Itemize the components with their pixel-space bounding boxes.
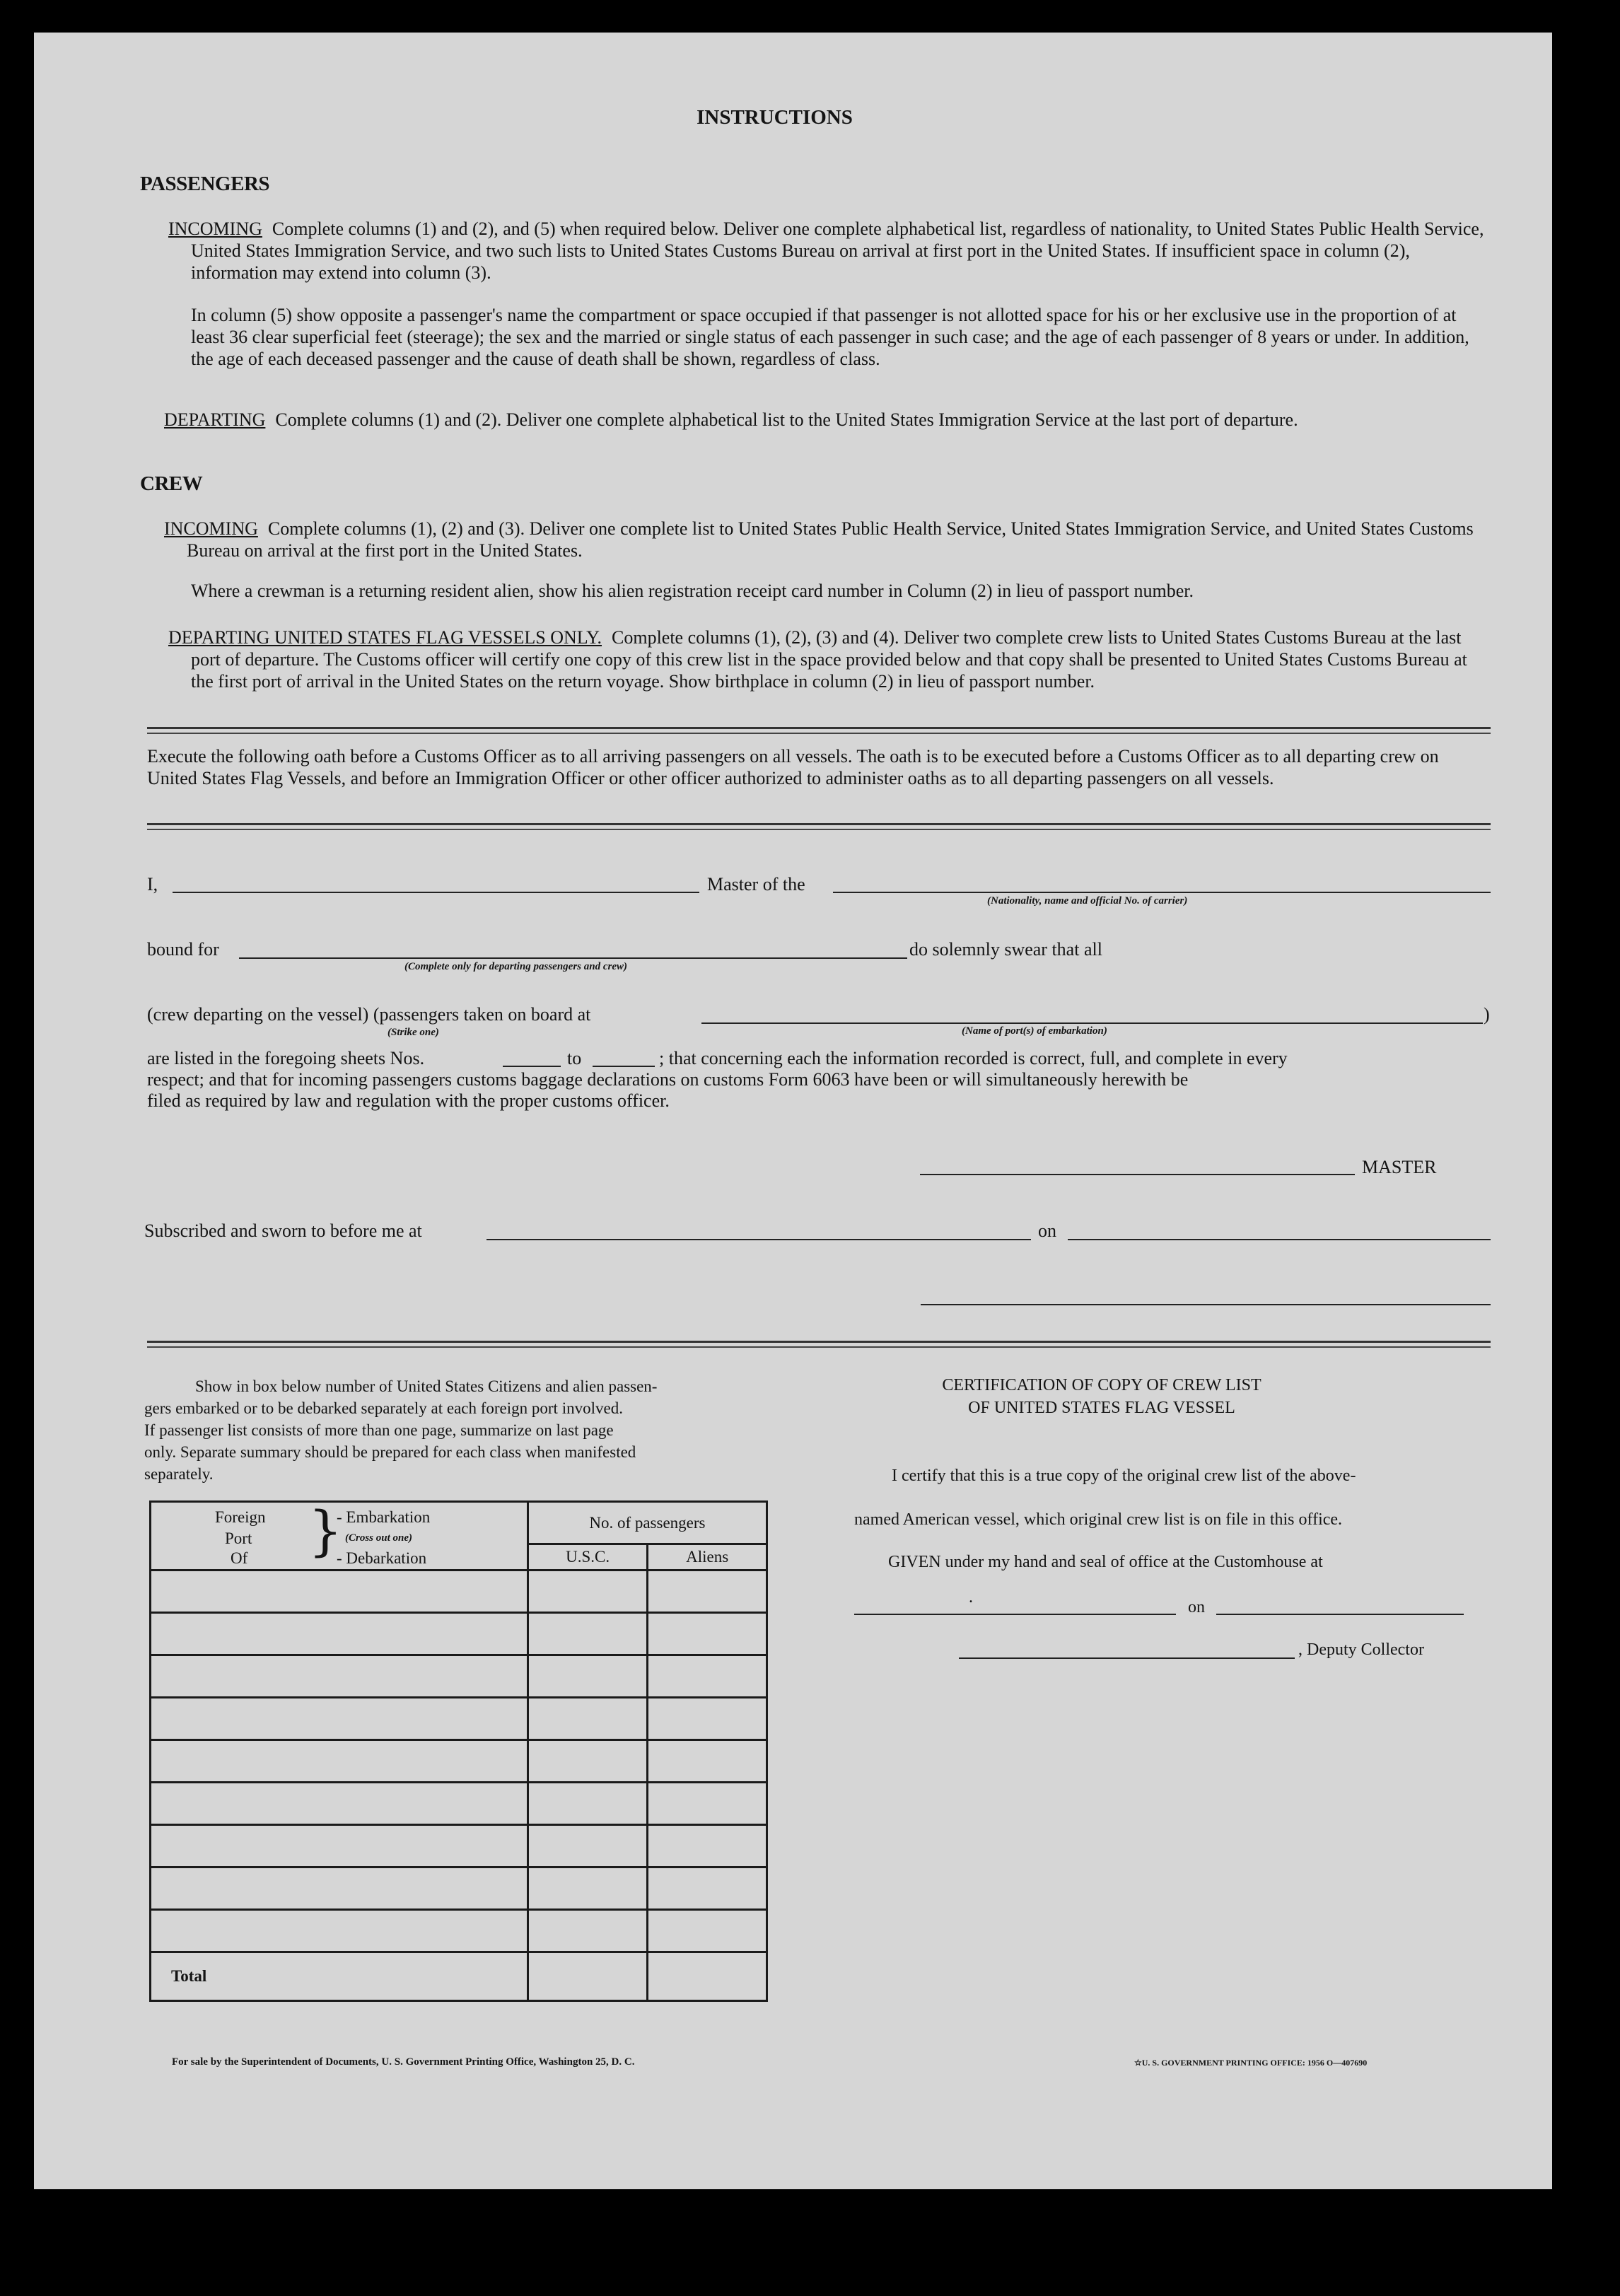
usc-cell[interactable]	[528, 1740, 648, 1783]
port-cell[interactable]	[151, 1740, 528, 1783]
summary-instruction-line: separately.	[144, 1465, 214, 1483]
passengers-departing-paragraph	[164, 409, 1495, 431]
crew-heading: CREW	[140, 472, 203, 495]
sheet-to-field[interactable]	[593, 1066, 655, 1067]
document-page	[34, 33, 1552, 2189]
cross-out-label: (Cross out one)	[345, 1532, 413, 1544]
passengers-heading: PASSENGERS	[140, 173, 270, 195]
port-cell[interactable]	[151, 1698, 528, 1740]
no-of-passengers-header: No. of passengers	[528, 1502, 767, 1544]
usc-cell[interactable]	[528, 1867, 648, 1910]
aliens-cell[interactable]	[648, 1613, 767, 1655]
aliens-cell[interactable]	[648, 1571, 767, 1613]
total-usc-cell[interactable]	[528, 1952, 648, 2001]
certification-dot: .	[969, 1588, 973, 1607]
table-row	[151, 1783, 767, 1825]
passengers-departing-label: DEPARTING	[164, 409, 266, 430]
crew-departing-paragraph	[168, 627, 1471, 692]
swear-label: do solemnly swear that all	[909, 939, 1102, 960]
certification-date-field[interactable]	[1216, 1614, 1464, 1615]
usc-header: U.S.C.	[528, 1544, 648, 1571]
bound-for-label: bound for	[147, 939, 219, 960]
passengers-incoming-label: INCOMING	[168, 218, 262, 239]
crew-departing-text: Complete columns (1), (2), (3) and (4). Deliver two complete crew lists to United States Customs Bureau at the last port of departure. The Customs officer will certify one copy of this crew list in the space provided below and that copy shall be presented to United States Customs Bureau at the first port of arrival in the United States on the return voyage. Show birthplace in column (2) in lieu of passport number.	[191, 627, 1467, 692]
table-row	[151, 1698, 767, 1740]
sworn-place-field[interactable]	[486, 1239, 1031, 1240]
summary-instruction-line: Show in box below number of United States Citizens and alien passen-	[195, 1377, 658, 1395]
passengers-incoming-paragraph	[168, 218, 1496, 284]
foreign-label: Foreign	[215, 1508, 266, 1526]
bound-for-caption: (Complete only for departing passengers and crew)	[404, 961, 627, 972]
master-signature-field[interactable]	[920, 1174, 1355, 1175]
sworn-on-label: on	[1038, 1220, 1056, 1241]
sheet-from-field[interactable]	[503, 1066, 561, 1067]
aliens-header: Aliens	[648, 1544, 767, 1571]
usc-cell[interactable]	[528, 1698, 648, 1740]
passengers-departing-text: Complete columns (1) and (2). Deliver one complete alphabetical list to the United States Immigration Service at the last port of departure.	[275, 409, 1298, 430]
total-row	[151, 1952, 767, 2001]
usc-cell[interactable]	[528, 1613, 648, 1655]
master-of-label: Master of the	[707, 874, 805, 894]
sheets-text-line3: filed as required by law and regulation with the proper customs officer.	[147, 1090, 670, 1111]
total-label: Total	[151, 1952, 528, 2001]
divider	[147, 823, 1491, 825]
divider	[147, 727, 1491, 729]
port-cell[interactable]	[151, 1783, 528, 1825]
crew-alien-paragraph: Where a crewman is a returning resident alien, show his alien registration receipt card number in Column (2) in lieu of passport number.	[191, 581, 1194, 601]
strike-one-text: (crew departing on the vessel) (passengers taken on board at	[147, 1004, 591, 1025]
summary-instruction-line: only. Separate summary should be prepared for each class when manifested	[144, 1443, 636, 1461]
crew-incoming-text: Complete columns (1), (2) and (3). Deliver one complete list to United States Public Health Service, United States Immigration Service, and United States Customs Bureau on arrival at the first port in the United States.	[187, 518, 1474, 561]
certification-line2: named American vessel, which original crew list is on file in this office.	[854, 1510, 1343, 1529]
master-name-field[interactable]	[173, 892, 699, 893]
deputy-collector-label: , Deputy Collector	[1298, 1641, 1424, 1659]
divider	[147, 1346, 1491, 1348]
summary-instruction-line: If passenger list consists of more than one page, summarize on last page	[144, 1421, 614, 1439]
table-row	[151, 1571, 767, 1613]
certification-line3: GIVEN under my hand and seal of office at the Customhouse at	[888, 1553, 1323, 1571]
subscribed-label: Subscribed and sworn to before me at	[144, 1220, 422, 1241]
bound-for-field[interactable]	[239, 957, 907, 959]
certification-line1: I certify that this is a true copy of the original crew list of the above-	[892, 1467, 1356, 1485]
crew-incoming-paragraph	[164, 518, 1488, 561]
port-cell[interactable]	[151, 1825, 528, 1867]
usc-cell[interactable]	[528, 1783, 648, 1825]
sheets-to-label: to	[567, 1048, 582, 1068]
table-row	[151, 1613, 767, 1655]
aliens-cell[interactable]	[648, 1867, 767, 1910]
certification-title-line2: OF UNITED STATES FLAG VESSEL	[968, 1399, 1235, 1417]
carrier-field[interactable]	[833, 892, 1491, 893]
port-cell[interactable]	[151, 1910, 528, 1952]
embarkation-label: - Embarkation	[337, 1508, 431, 1526]
aliens-cell[interactable]	[648, 1783, 767, 1825]
divider	[147, 733, 1491, 734]
summary-instruction-line: gers embarked or to be debarked separately at each foreign port involved.	[144, 1399, 623, 1417]
table-row	[151, 1867, 767, 1910]
sheets-text: ; that concerning each the information recorded is correct, full, and complete in every	[659, 1048, 1288, 1068]
strike-one-caption: (Strike one)	[387, 1027, 439, 1038]
deputy-collector-signature-field[interactable]	[959, 1657, 1295, 1659]
master-label: MASTER	[1362, 1157, 1437, 1177]
divider	[147, 1341, 1491, 1343]
divider	[147, 829, 1491, 830]
close-paren: )	[1484, 1004, 1490, 1025]
port-header-cell	[151, 1499, 528, 1571]
sheets-text-line2: respect; and that for incoming passengers customs baggage declarations on customs Form 6063 have been or will simultaneously herewith be	[147, 1069, 1189, 1090]
table-row	[151, 1740, 767, 1783]
usc-cell[interactable]	[528, 1825, 648, 1867]
usc-cell[interactable]	[528, 1571, 648, 1613]
crew-departing-label: DEPARTING UNITED STATES FLAG VESSELS ONLY.	[168, 627, 602, 648]
aliens-cell[interactable]	[648, 1740, 767, 1783]
port-cell[interactable]	[151, 1613, 528, 1655]
certification-on-label: on	[1188, 1598, 1205, 1616]
ports-of-embarkation-field[interactable]	[701, 1022, 1483, 1024]
page-title: INSTRUCTIONS	[697, 106, 853, 129]
sworn-date-field[interactable]	[1068, 1239, 1491, 1240]
ports-caption: (Name of port(s) of embarkation)	[962, 1025, 1107, 1037]
table-row	[151, 1655, 767, 1698]
officer-signature-field[interactable]	[921, 1304, 1491, 1305]
table-row	[151, 1825, 767, 1867]
table-row	[151, 1910, 767, 1952]
of-label: Of	[231, 1549, 248, 1567]
usc-cell[interactable]	[528, 1655, 648, 1698]
footer-sale-notice: For sale by the Superintendent of Documents, U. S. Government Printing Office, Washington 25, D. C.	[172, 2056, 635, 2068]
port-cell[interactable]	[151, 1867, 528, 1910]
oath-instruction: Execute the following oath before a Customs Officer as to all arriving passengers on all vessels. The oath is to be executed before a Customs Officer as to all departing crew on United States Flag Vessels, and before an Immigration Officer or other officer authorized to administer oaths as to all departing passengers on all vessels.	[147, 746, 1439, 788]
port-cell[interactable]	[151, 1571, 528, 1613]
port-cell[interactable]	[151, 1655, 528, 1698]
sheets-label: are listed in the foregoing sheets Nos.	[147, 1048, 425, 1068]
total-aliens-cell[interactable]	[648, 1952, 767, 2001]
aliens-cell[interactable]	[648, 1698, 767, 1740]
aliens-cell[interactable]	[648, 1910, 767, 1952]
port-label: Port	[225, 1529, 252, 1547]
footer-printing-office: ☆U. S. GOVERNMENT PRINTING OFFICE: 1956 O—407690	[1134, 2058, 1368, 2068]
usc-cell[interactable]	[528, 1910, 648, 1952]
certification-place-field[interactable]	[854, 1614, 1176, 1615]
brace-glyph: }	[308, 1499, 343, 1562]
passengers-column5-paragraph: In column (5) show opposite a passenger's name the compartment or space occupied if that passenger is not allotted space for his or her exclusive use in the proportion of at least 36 clear superficial feet (steerage); the sex and the married or single status of each passenger in such case; and the age of each passenger of 8 years or under. In addition, the age of each deceased passenger and the cause of death shall be shown, regardless of class.	[191, 305, 1469, 369]
aliens-cell[interactable]	[648, 1655, 767, 1698]
crew-incoming-label: INCOMING	[164, 518, 258, 539]
aliens-cell[interactable]	[648, 1825, 767, 1867]
passengers-incoming-text: Complete columns (1) and (2), and (5) when required below. Deliver one complete alphabetical list, regardless of nationality, to United States Public Health Service, United States Immigration Service, and two such lists to United States Customs Bureau on arrival at first port in the United States. If insufficient space in column (2), information may extend into column (3).	[191, 218, 1484, 283]
oath-i-label: I,	[147, 874, 158, 894]
carrier-caption: (Nationality, name and official No. of carrier)	[987, 895, 1188, 907]
passenger-summary-table	[149, 1500, 768, 2002]
debarkation-label: - Debarkation	[337, 1549, 427, 1567]
certification-title-line1: CERTIFICATION OF COPY OF CREW LIST	[942, 1376, 1261, 1394]
